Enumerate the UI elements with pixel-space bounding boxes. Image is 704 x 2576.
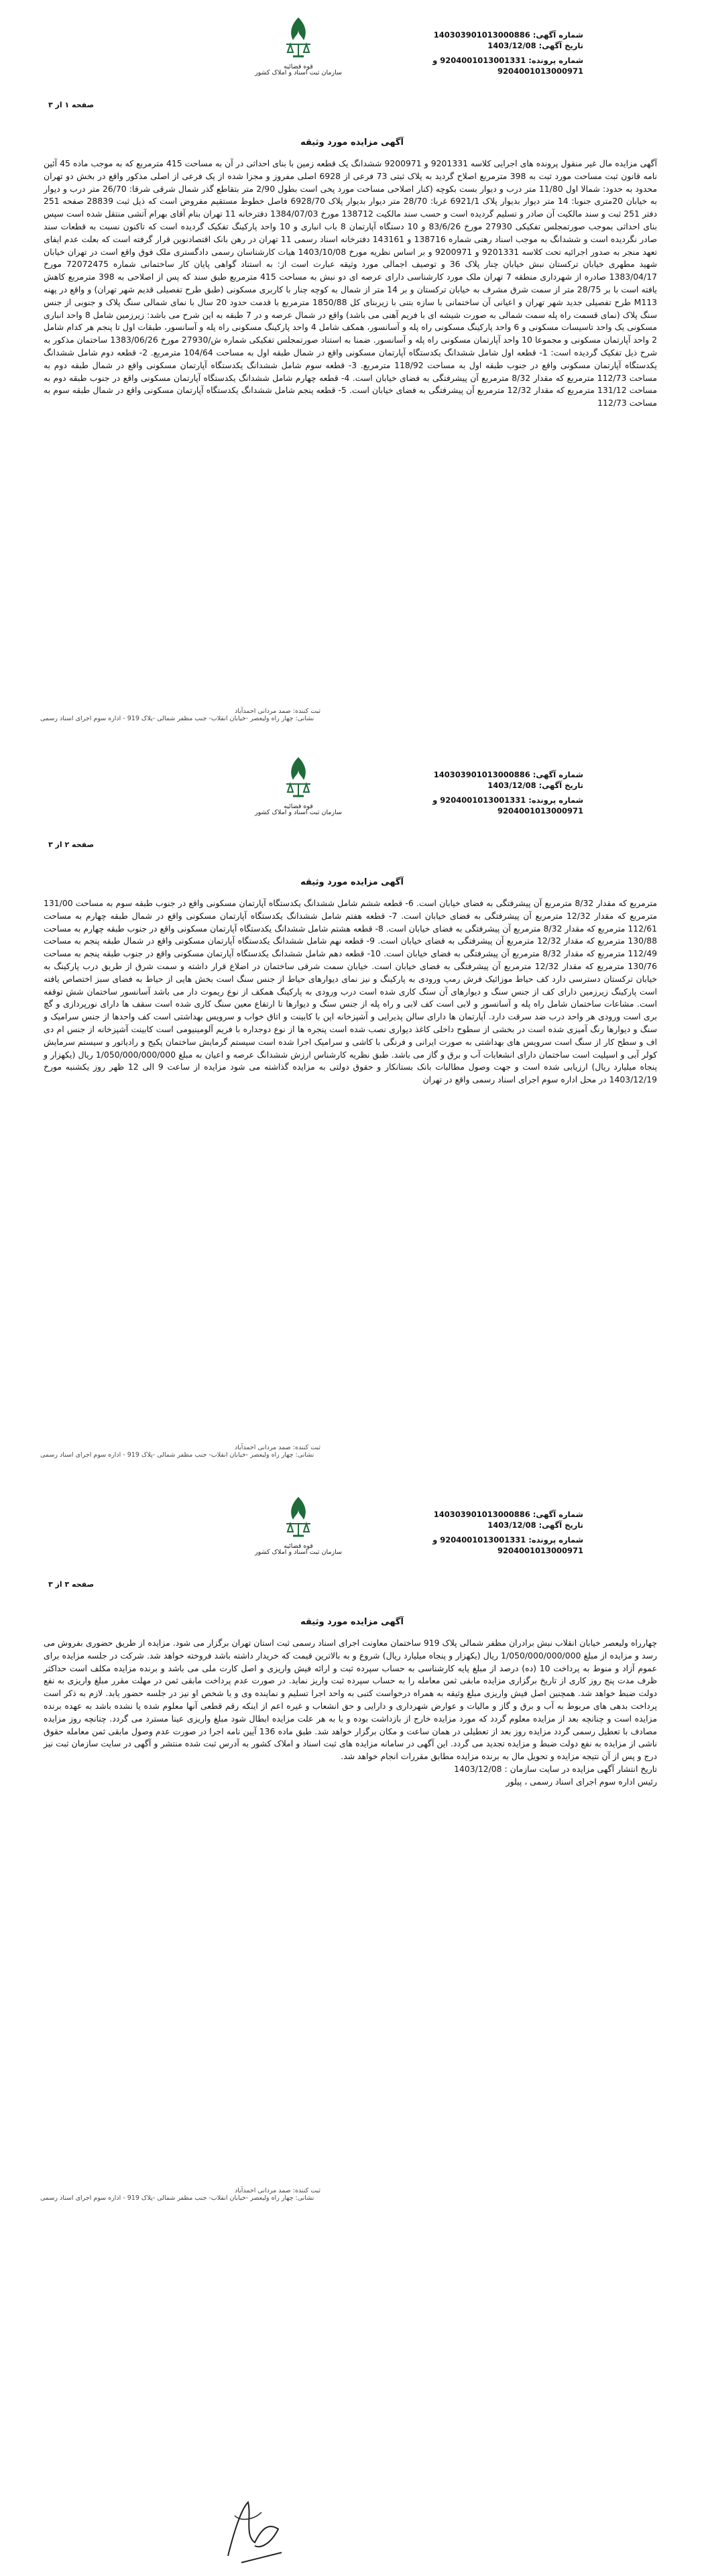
page-number: صفحه ۲ از ۳ (48, 840, 95, 849)
page-number: صفحه ۳ از ۳ (48, 1580, 95, 1589)
publish-date-label: تاریخ آگهی: (538, 41, 583, 50)
file-number-2: 9204001013000971 (497, 806, 583, 816)
notice-meta: شماره آگهی: 140303901013000886 تاریخ آگهی: 1403/12/08 شماره پرونده: 9204001013001331 و 9204001013000971 (432, 30, 583, 76)
notice-number-label: شماره آگهی: (532, 1510, 583, 1519)
organization-name: سازمان ثبت اسناد و املاک کشور (255, 809, 342, 816)
emblem-icon (278, 1494, 318, 1541)
emblem-icon (278, 15, 318, 62)
notice-body: چهارراه ولیعصر خیابان انقلاب نبش برادران مظفر شمالی پلاک 919 ساختمان معاونت اجرای اسناد رسمی ثبت استان تهران برگزار می شود. مزایده از طریق حضوری بفروش می رسد و مزایده از مبلغ 1/050/000/000/000 ریال (یکهزار و پنجاه میلیارد ریال) شروع و به بالاترین قیمت که خریدار داشته باشد فروخته خواهد شد. شرکت در جلسه مزایده برای عموم آزاد و منوط به پرداخت 10 (ده) درصد از مبلغ پایه کارشناسی به حساب سپرده ثبت و ارائه فیش واریزی و اصل کارت ملی می باشد و برنده مزایده مکلف است حداکثر ظرف مدت پنج روز کاری از تاریخ برگزاری مزایده مابقی ثمن معامله را به حساب سپرده ثبت واریز نماید. در صورت عدم پرداخت مابقی ثمن در مهلت مقرر مبلغ واریزی به نفع دولت ضبط خواهد شد. همچنین اصل فیش واریزی مبلغ وثیقه به همراه درخواست کتبی به واحد اجرا تسلیم و نماینده وی و یا شخص او نیز در جلسه حضور یابد. لازم به ذکر است پرداخت بدهی های مربوط به آب و برق و گاز و مالیات و عوارض شهرداری و دارایی و حق انشعاب و غیره اعم از اینکه رقم قطعی آنها معلوم شده یا نشده باشد به عهده برنده مزایده است و چنانچه بعد از مزایده معلوم گردد که مورد مزایده خارج از بازداشت بوده و یا به هر علت مزایده ابطال شود مبلغ واریزی عینا مسترد می گردد. چنانچه روز مزایده مصادف با تعطیل رسمی گردد مزایده روز بعد از تعطیلی در همان ساعت و مکان برگزار خواهد شد. طبق ماده 136 آیین نامه اجرا در صورت عدم وصول مابقی ثمن معامله حقوق ناشی از مزایده به نفع دولت ضبط و مزایده تجدید می گردد. این آگهی در سامانه مزایده های ثبت اسناد و املاک کشور به آدرس ثبت شده منتشر و آگهی در سایت سازمان ثبت نیز درج و پس از آن نتیجه مزایده و تحویل مال به برنده مزایده مطابق مقررات انجام خواهد شد. تاریخ انتشار آگهی مزایده در سایت سازمان : 1403/12/08 رئیس اداره سوم اجرای اسناد رسمی ، پیلور (44, 1638, 658, 1787)
file-number-label: شماره پرونده: (528, 1535, 583, 1545)
registrar-stamp: ثبت کننده: صمد مردانی احمدآباد (235, 708, 321, 715)
emblem-icon (278, 754, 318, 801)
notice-meta: شماره آگهی: 140303901013000886 تاریخ آگهی: 1403/12/08 شماره پرونده: 9204001013001331 و 9204001013000971 (432, 1510, 583, 1555)
notice-title: آگهی مزایده مورد وثیقه (300, 137, 404, 148)
publish-date: 1403/12/08 (487, 1520, 536, 1530)
page-footer (40, 708, 664, 722)
signature-mark (215, 2489, 295, 2576)
notice-title: آگهی مزایده مورد وثیقه (300, 877, 404, 887)
page-footer (40, 1444, 664, 1459)
notice-meta: شماره آگهی: 140303901013000886 تاریخ آگهی: 1403/12/08 شماره پرونده: 9204001013001331 و 9204001013000971 (432, 770, 583, 816)
notice-number: 140303901013000886 (433, 30, 530, 40)
office-address: نشانی: چهار راه ولیعصر -خیابان انقلاب- جنب مظفر شمالی -پلاک 919 - اداره سوم اجرای اسناد رسمی (40, 1451, 314, 1459)
file-number-label: شماره پرونده: (528, 795, 583, 805)
publish-date-label: تاریخ آگهی: (538, 781, 583, 790)
notice-number-label: شماره آگهی: (532, 30, 583, 40)
organization-name: سازمان ثبت اسناد و املاک کشور (255, 69, 342, 76)
file-number-1: 9204001013001331 (440, 1535, 526, 1545)
notice-number-label: شماره آگهی: (532, 770, 583, 779)
notice-page-2 (0, 740, 704, 1479)
office-address: نشانی: چهار راه ولیعصر -خیابان انقلاب- جنب مظفر شمالی -پلاک 919 - اداره سوم اجرای اسناد رسمی (40, 2194, 314, 2202)
page-footer (40, 2187, 664, 2202)
page-number: صفحه ۱ از ۳ (48, 101, 95, 109)
organization-name: سازمان ثبت اسناد و املاک کشور (255, 1549, 342, 1556)
judiciary-emblem (241, 754, 355, 816)
emblem-motto: قوه قضائیه (284, 63, 313, 70)
publish-date: 1403/12/08 (487, 781, 536, 790)
office-address: نشانی: چهار راه ولیعصر -خیابان انقلاب- جنب مظفر شمالی -پلاک 919 - اداره سوم اجرای اسناد رسمی (40, 715, 314, 722)
judiciary-emblem (241, 15, 355, 76)
file-number-1: 9204001013001331 (440, 56, 526, 65)
notice-body: آگهی مزایده مال غیر منقول پرونده های اجرایی کلاسه 9201331 و 9200971 ششدانگ یک قطعه زمین با بنای احداثی در آن به مساحت 415 مترمربع که به موجب ماده 45 آئین نامه قانون ثبت مساحت مورد ثبت به 398 مترمربع اصلاح گردید به پلاک ثبتی 73 فرعی از 6928 اصلی مفروز و مجزا شده از یک فرعی از اصلی مذکور واقع در بخش دو تهران محدود به حدود: شمالا اول 11/80 متر درب و دیوار بست بکوچه (کنار اصلاحی مساحت مورد پخی است بطول 2/90 متر بتقاطع گذر شمال شرقی شرقا: 26/70 متر درب و دیوار به خیابان 20متری جنوبا: 14 متر دیوار بدیوار پلاک 6921/1 غربا: 28/70 متر دیوار بدیوار پلاک 6928/70 فاصل خطوط مستقیم مفروض است که ذیل ثبت 28839 صفحه 251 دفتر 251 ثبت و سند مالکیت آن صادر و تسلیم گردیده است و حسب سند مالکیت 138712 مورخ 1384/07/03 دفترخانه 11 تهران بنام آقای بهرام آتشی منتقل شده است سپس بنای احداثی بموجب صورتمجلس تفکیکی 27930 مورخ 83/6/26 و 10 دستگاه آپارتمان 8 باب انباری و 10 واحد پارکینگ تفکیک گردیده است که تاکنون نسبت به قطعات سند صادر نگردیده است و ششدانگ به موجب اسناد رهنی شماره 138716 و 143161 دفترخانه اسناد رسمی 11 تهران در رهن بانک اقتصادنوین قرار گرفته است که بعلت عدم ایفای تعهد منجر به صدور اجرائیه تحت کلاسه 9201331 و 9200971 و بر اساس نظریه مورخ 1403/10/08 هیات کارشناسان رسمی دادگستری ملک فوق واقع است در تهران خیابان شهید مطهری خیابان ترکستان نبش خیابان چنار پلاک 36 و توصیف اجمالی مورد وثیقه عبارت است از: به استناد گواهی پایان کار ساختمانی شماره 72072475 مورخ 1383/04/17 صادره از شهرداری منطقه 7 تهران ملک مورد کارشناسی دارای عرصه ای دو نبش به مساحت 415 مترمربع طبق سند که پس از اصلاحی به 398 مترمربع کاهش یافته است با بر 28/75 متر از سمت شرق مشرف به خیابان ترکستان و بر 14 متر از شمال به کوچه چنار با کاربری مسکونی (طبق طرح تفصیلی قدیم شهر تهران) و واقع در پهنه M113 طرح تفصیلی جدید شهر تهران و اعیانی آن ساختمانی با سازه بتنی با زیربنای کل 1850/88 مترمربع با قدمت حدود 20 سال با نمای شمالی سنگ پلاک و جنوبی از جنس سنگ پلاک (نمای قسمت راه پله سمت شمالی به صورت شیشه ای با فریم آهنی می باشد) واقع در شمال عرصه و در 7 طبقه به این شرح می باشد: زیرزمین شامل 8 واحد انباری مسکونی یک واحد تاسیسات مسکونی و 6 واحد پارکینگ مسکونی راه پله و آسانسور، همکف شامل 4 واحد پارکینگ مسکونی راه پله و آسانسور، طبقات اول تا پنجم هر کدام شامل 2 واحد آپارتمان مسکونی و مجموعا 10 واحد آپارتمان مسکونی راه پله و آسانسور. ضمنا به استناد صورتمجلس تفکیکی شماره ش/27930 مورخ 1383/06/26 ساختمان مذکور به شرح ذیل تفکیک گردیده است: 1- قطعه اول شامل ششدانگ یکدستگاه آپارتمان مسکونی واقع در شمال طبقه اول به مساحت 104/64 مترمربع. 2- قطعه دوم شامل ششدانگ یکدستگاه آپارتمان مسکونی واقع در جنوب طبقه اول به مساحت 118/92 مترمربع. 3- قطعه سوم شامل ششدانگ یکدستگاه آپارتمان مسکونی واقع در شمال طبقه دوم به مساحت 112/73 مترمربع که مقدار 8/32 مترمربع آن پیشرفتگی به فضای خیابان است. 4- قطعه چهارم شامل ششدانگ یکدستگاه آپارتمان مسکونی واقع در جنوب طبقه دوم به مساحت 131/12 مترمربع که مقدار 12/32 مترمربع آن پیشرفتگی به فضای خیابان است. 5- قطعه پنجم شامل ششدانگ یکدستگاه آپارتمان مسکونی واقع در شمال طبقه سوم به مساحت 112/73 (44, 158, 658, 408)
publish-date-label: تاریخ آگهی: (538, 1520, 583, 1530)
notice-number: 140303901013000886 (433, 1510, 530, 1519)
judiciary-emblem (241, 1494, 355, 1556)
publish-date: 1403/12/08 (487, 41, 536, 50)
emblem-motto: قوه قضائیه (284, 1543, 313, 1550)
emblem-motto: قوه قضائیه (284, 803, 313, 810)
file-number-2: 9204001013000971 (497, 66, 583, 76)
notice-page-1 (0, 0, 704, 740)
file-number-label: شماره پرونده: (528, 56, 583, 65)
notice-body: مترمربع که مقدار 8/32 مترمربع آن پیشرفتگی به فضای خیابان است. 6- قطعه ششم شامل ششدانگ یکدستگاه آپارتمان مسکونی واقع در جنوب طبقه سوم به مساحت 131/00 مترمربع که مقدار 12/32 مترمربع آن پیشرفتگی به فضای خیابان است. 7- قطعه هفتم شامل ششدانگ یکدستگاه آپارتمان مسکونی واقع در شمال طبقه چهارم به مساحت 112/61 مترمربع که مقدار 8/32 مترمربع آن پیشرفتگی به فضای خیابان است. 8- قطعه هشتم شامل ششدانگ یکدستگاه آپارتمان مسکونی واقع در جنوب طبقه چهارم به مساحت 130/88 مترمربع که مقدار 12/32 مترمربع آن پیشرفتگی به فضای خیابان است. 9- قطعه نهم شامل ششدانگ یکدستگاه آپارتمان مسکونی واقع در شمال طبقه پنجم به مساحت 112/49 مترمربع که مقدار 8/32 مترمربع آن پیشرفتگی به فضای خیابان است. 10- قطعه دهم شامل ششدانگ یکدستگاه آپارتمان مسکونی واقع در جنوب طبقه پنجم به مساحت 130/76 مترمربع که مقدار 12/32 مترمربع آن پیشرفتگی به فضای خیابان است. خیابان سمت شرقی ساختمان در اضلاع قرار داشته و سمت شرق از طریق درب پارکینگ به خیابان ترکستان دسترسی دارد کف حیاط موزائیک فرش رمپ ورودی به پارکینگ و نیز نمای دیوارهای حیاط از جنس سنگ است بخش هایی از حیاط به فضای سبز اختصاص یافته است پارکینگ زیرزمین دارای کف از جنس سنگ و دیوارهای آن سنگ کاری شده است درب ورودی به پارکینگ همکف از نوع ریموت دار می باشد آسانسور ساختمان شش توقفه است. مشاعات ساختمان شامل راه پله و آسانسور و لابی است کف لابی و راه پله از جنس سنگ و دیوارها تا ارتفاع معین سنگ کاری شده است سقف ها دارای نورپردازی و گچ بری است ورودی هر واحد درب ضد سرقت دارد. آپارتمان ها دارای سالن پذیرایی و آشپزخانه اپن با کابینت و اتاق خواب و سرویس بهداشتی است کف واحدها از جنس سرامیک و سنگ و دیوارها رنگ آمیزی شده است در بخشی از سطوح داخلی کاغذ دیواری نصب شده است پنجره ها از نوع دوجداره با فریم آلومینیومی است کابینت آشپزخانه از جنس ام دی اف و سطح کار از سنگ است سرویس های بهداشتی به صورت ایرانی و فرنگی با کاشی و سرامیک اجرا شده است سیستم گرمایش ساختمان پکیج و رادیاتور و سیستم سرمایش کولر آبی و اسپلیت است ساختمان دارای انشعابات آب و برق و گاز می باشد. طبق نظریه کارشناس ارزش ششدانگ عرصه و اعیان به مبلغ 1/050/000/000/000 ریال (یکهزار و پنجاه میلیارد ریال) ارزیابی شده است و جهت وصول مطالبات بانک بستانکار و حقوق دولتی به مزایده گذاشته می شود مزایده از ساعت 9 الی 12 ظهر روز یکشنبه مورخ 1403/12/19 در محل اداره سوم اجرای اسناد رسمی واقع در تهران (44, 898, 658, 1085)
notice-number: 140303901013000886 (433, 770, 530, 779)
file-number-1: 9204001013001331 (440, 795, 526, 805)
notice-page-3 (0, 1479, 704, 2219)
file-number-2: 9204001013000971 (497, 1546, 583, 1555)
registrar-stamp: ثبت کننده: صمد مردانی احمدآباد (235, 1444, 321, 1451)
registrar-stamp: ثبت کننده: صمد مردانی احمدآباد (235, 2187, 321, 2194)
notice-title: آگهی مزایده مورد وثیقه (300, 1617, 404, 1627)
